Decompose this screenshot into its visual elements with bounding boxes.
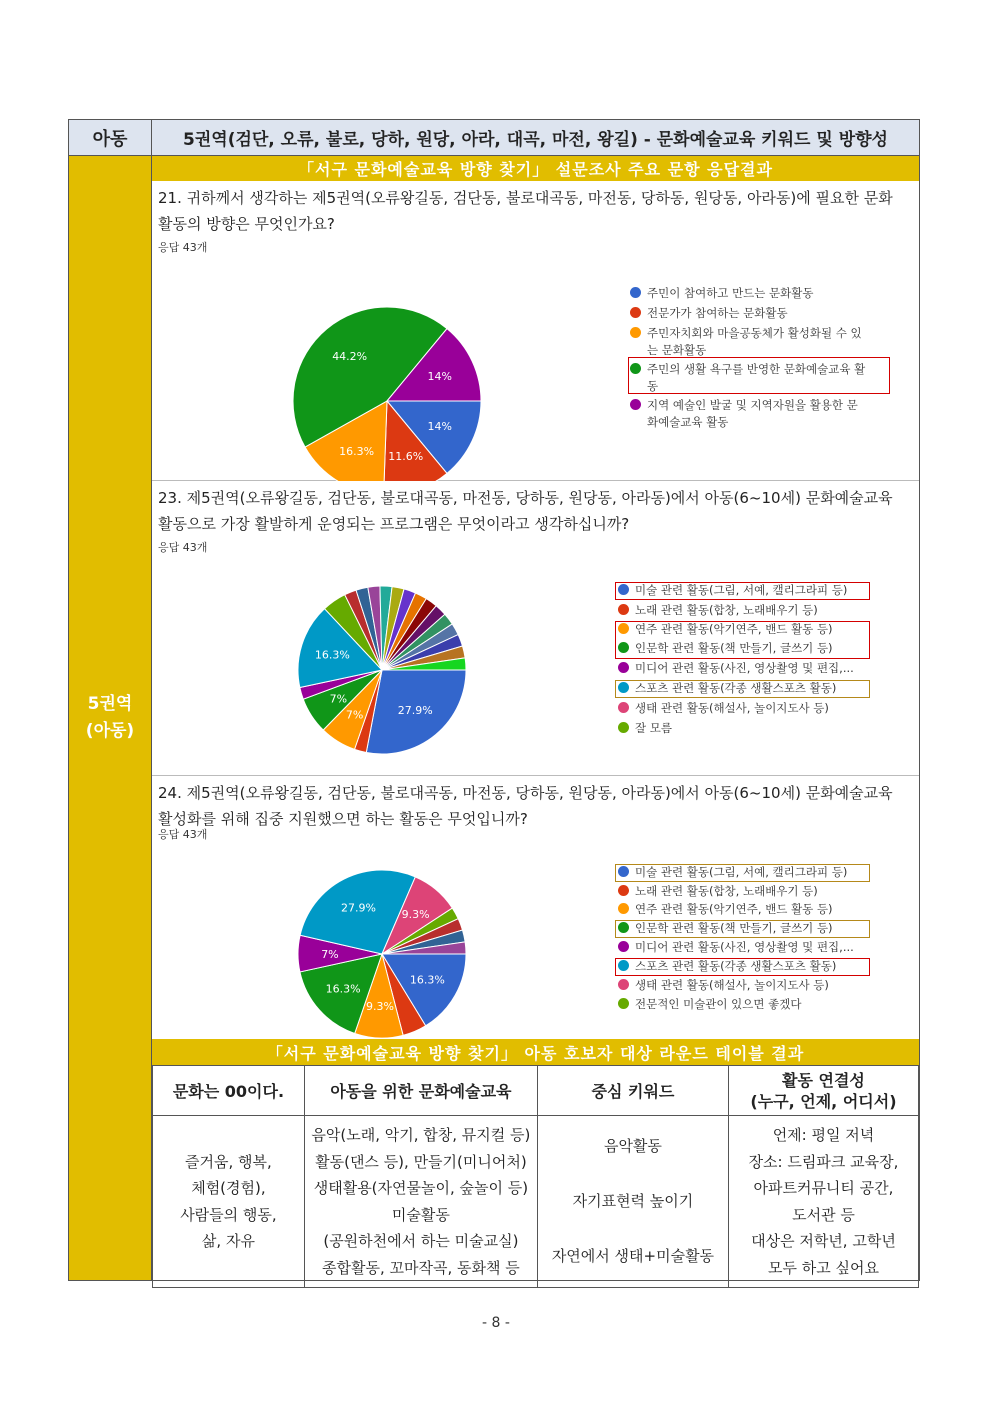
cell-line: 아파트커뮤니티 공간, <box>753 1179 894 1197</box>
roundtable-banner: 「서구 문화예술교육 방향 찾기」 아동 호보자 대상 라운드 테이블 결과 <box>152 1039 919 1065</box>
cell-education <box>304 1116 537 1288</box>
legend-dot-icon <box>618 702 629 713</box>
legend-label: 스포츠 관련 활동(각종 생활스포츠 활동) <box>635 959 837 973</box>
pie-chart-21 <box>292 306 492 506</box>
legend-item <box>630 397 858 431</box>
survey-banner: 「서구 문화예술교육 방향 찾기」 설문조사 주요 문항 응답결과 <box>152 156 919 181</box>
legend-dot-icon <box>618 998 629 1009</box>
highlight-box <box>615 864 870 882</box>
question-23-panel <box>152 481 919 776</box>
legend-label: 주민이 참여하고 만드는 문화활동 <box>647 286 814 300</box>
side-label-region: 5권역 <box>87 693 133 714</box>
pie-slice-label: 27.9% <box>340 901 376 915</box>
cell-line: 자기표현력 높이기 <box>572 1192 694 1210</box>
pie-slice-label: 7% <box>329 692 348 706</box>
question-21-title: 21. 귀하께서 생각하는 제5권역(오류왕길동, 검단동, 불로대곡동, 마전동, 당하동, 원당동, 아라동)에 필요한 문화활동의 방향은 무엇인가요? <box>158 189 893 233</box>
legend-label: 미디어 관련 활동(사진, 영상촬영 및 편집,... <box>635 661 854 675</box>
roundtable-table <box>152 1065 919 1288</box>
legend-label: 전문가가 참여하는 문화활동 <box>647 306 788 320</box>
legend-dot-icon <box>618 903 629 914</box>
pie-slice-label: 16.3% <box>314 648 350 662</box>
cell-line: 자연에서 생태+미술활동 <box>551 1247 715 1265</box>
cell-line: 삶, 자유 <box>201 1232 255 1250</box>
legend-label: 노래 관련 활동(합창, 노래배우기 등) <box>635 884 818 898</box>
legend-item <box>618 996 802 1013</box>
legend-dot-icon <box>630 287 641 298</box>
legend-item <box>618 939 854 956</box>
legend-label: 주민자치회와 마을공동체가 활성화될 수 있 는 문화활동 <box>647 326 862 357</box>
side-label <box>69 156 152 1280</box>
pie-slice-label: 14% <box>427 370 452 384</box>
legend-item <box>618 720 672 737</box>
cell-line: 즐거움, 행복, <box>185 1152 272 1171</box>
question-24-responses: 응답 43개 <box>158 828 208 841</box>
highlight-box <box>615 920 870 938</box>
cell-line: 도서관 등 <box>792 1205 855 1224</box>
highlight-box <box>628 357 890 394</box>
cell-line: 사람들의 행동, <box>180 1205 277 1224</box>
legend-item <box>618 977 829 994</box>
legend-label: 미술 관련 활동(그림, 서예, 캘리그라피 등) <box>635 865 848 879</box>
legend-label: 노래 관련 활동(합창, 노래배우기 등) <box>635 603 818 617</box>
legend-label: 미디어 관련 활동(사진, 영상촬영 및 편집,... <box>635 940 854 954</box>
cell-keyword <box>537 1116 728 1288</box>
cell-line: 장소: 드림파크 교육장, <box>748 1152 899 1171</box>
legend-dot-icon <box>618 885 629 896</box>
cell-line: 생태활용(자연물놀이, 숲놀이 등) <box>313 1179 529 1197</box>
legend-label: 연주 관련 활동(악기연주, 밴드 활동 등) <box>635 622 833 636</box>
pie-slice-label: 11.6% <box>388 450 424 464</box>
cell-culture <box>153 1116 305 1288</box>
legend-label: 인문학 관련 활동(책 만들기, 글쓰기 등) <box>635 641 833 655</box>
side-label-group: (아동) <box>85 721 135 741</box>
legend-label: 잘 모름 <box>635 721 672 735</box>
legend-label: 전문적인 미술관이 있으면 좋겠다 <box>635 997 802 1011</box>
pie-slice-label: 44.2% <box>332 350 368 364</box>
cell-line: 음악활동 <box>603 1137 662 1155</box>
legend-23 <box>618 582 908 742</box>
pie-slice-label: 16.3% <box>325 982 361 996</box>
legend-label: 생태 관련 활동(해설사, 놀이지도사 등) <box>635 701 829 715</box>
pie-slice-label: 7% <box>321 947 339 961</box>
header-culture: 문화는 00이다. <box>153 1066 305 1116</box>
header-education: 아동을 위한 문화예술교육 <box>304 1066 537 1116</box>
legend-item <box>630 325 862 359</box>
legend-item <box>630 285 814 302</box>
question-23-title: 23. 제5권역(오류왕길동, 검단동, 불로대곡동, 마전동, 당하동, 원당동, 아라동)에서 아동(6~10세) 문화예술교육 활동으로 가장 활발하게 운영되는 프로그램은 무엇이라고 생각하십니까? <box>158 489 893 533</box>
pie-slice-label: 16.3% <box>409 973 445 987</box>
legend-dot-icon <box>618 979 629 990</box>
header-category: 아동 <box>69 120 152 156</box>
question-21-panel <box>152 181 919 481</box>
highlight-box <box>615 680 870 698</box>
header-title: 5권역(검단, 오류, 불로, 당하, 원당, 아라, 대곡, 마전, 왕길) - 문화예술교육 키워드 및 방향성 <box>152 120 919 156</box>
highlight-box <box>615 621 870 659</box>
cell-connection <box>728 1116 918 1288</box>
pie-chart-24 <box>289 868 479 1039</box>
page-number: - 8 - <box>482 1315 510 1331</box>
question-24-title: 24. 제5권역(오류왕길동, 검단동, 불로대곡동, 마전동, 당하동, 원당동, 아라동)에서 아동(6~10세) 문화예술교육 활성화를 위해 집중 지원했으면 하는 활동은 무엇입니까? <box>158 784 893 828</box>
legend-item <box>618 901 833 918</box>
legend-dot-icon <box>618 941 629 952</box>
header-connection-line2: (누구, 언제, 어디서) <box>750 1091 897 1111</box>
legend-label: 생태 관련 활동(해설사, 놀이지도사 등) <box>635 978 829 992</box>
header-connection <box>728 1066 918 1116</box>
highlight-box <box>615 582 870 600</box>
cell-line: 대상은 저학년, 고학년 <box>751 1232 896 1250</box>
cell-line: 활동(댄스 등), 만들기(미니어처) <box>315 1152 527 1171</box>
legend-item <box>618 700 829 717</box>
pie-slice-label: 27.9% <box>397 704 433 718</box>
cell-line: 음악(노래, 악기, 합창, 뮤지컬 등) <box>311 1126 531 1144</box>
legend-item <box>618 883 818 900</box>
cell-line: 모두 하고 싶어요 <box>767 1258 879 1277</box>
pie-slice-label: 16.3% <box>339 444 375 458</box>
highlight-box <box>615 958 870 976</box>
legend-24 <box>618 864 908 1024</box>
header-connection-line1: 활동 연결성 <box>782 1070 865 1090</box>
header-keyword: 중심 키워드 <box>537 1066 728 1116</box>
legend-dot-icon <box>618 662 629 673</box>
legend-dot-icon <box>630 327 641 338</box>
legend-item <box>618 660 854 677</box>
cell-line: 체험(경험), <box>191 1179 266 1197</box>
cell-line: (공원하천에서 하는 미술교실) <box>323 1232 519 1250</box>
legend-dot-icon <box>630 307 641 318</box>
legend-label: 주민의 생활 욕구를 반영한 문화예술교육 활 동 <box>647 362 866 393</box>
pie-slice-label: 14% <box>427 419 452 433</box>
legend-dot-icon <box>618 604 629 615</box>
legend-item <box>618 602 818 619</box>
question-23-responses: 응답 43개 <box>158 541 208 554</box>
legend-dot-icon <box>630 399 641 410</box>
pie-slice-label: 7% <box>345 708 364 722</box>
document-table <box>68 119 920 1281</box>
legend-label: 인문학 관련 활동(책 만들기, 글쓰기 등) <box>635 921 833 935</box>
legend-label: 미술 관련 활동(그림, 서예, 캘리그라피 등) <box>635 583 848 597</box>
pie-chart-23 <box>289 585 479 755</box>
pie-slice-label: 9.3% <box>366 1000 394 1014</box>
legend-item <box>630 305 788 322</box>
cell-line: 종합활동, 꼬마작곡, 동화책 등 <box>322 1258 520 1277</box>
pie-slice-label: 9.3% <box>401 908 430 922</box>
legend-label: 스포츠 관련 활동(각종 생활스포츠 활동) <box>635 681 837 695</box>
cell-line: 언제: 평일 저녁 <box>772 1126 875 1144</box>
question-21-responses: 응답 43개 <box>158 241 208 254</box>
legend-label: 연주 관련 활동(악기연주, 밴드 활동 등) <box>635 902 833 916</box>
legend-label: 지역 예술인 발굴 및 지역자원을 활용한 문 화예술교육 활동 <box>647 398 858 429</box>
legend-dot-icon <box>618 722 629 733</box>
cell-line: 미술활동 <box>391 1205 450 1224</box>
question-24-panel <box>152 776 919 1039</box>
